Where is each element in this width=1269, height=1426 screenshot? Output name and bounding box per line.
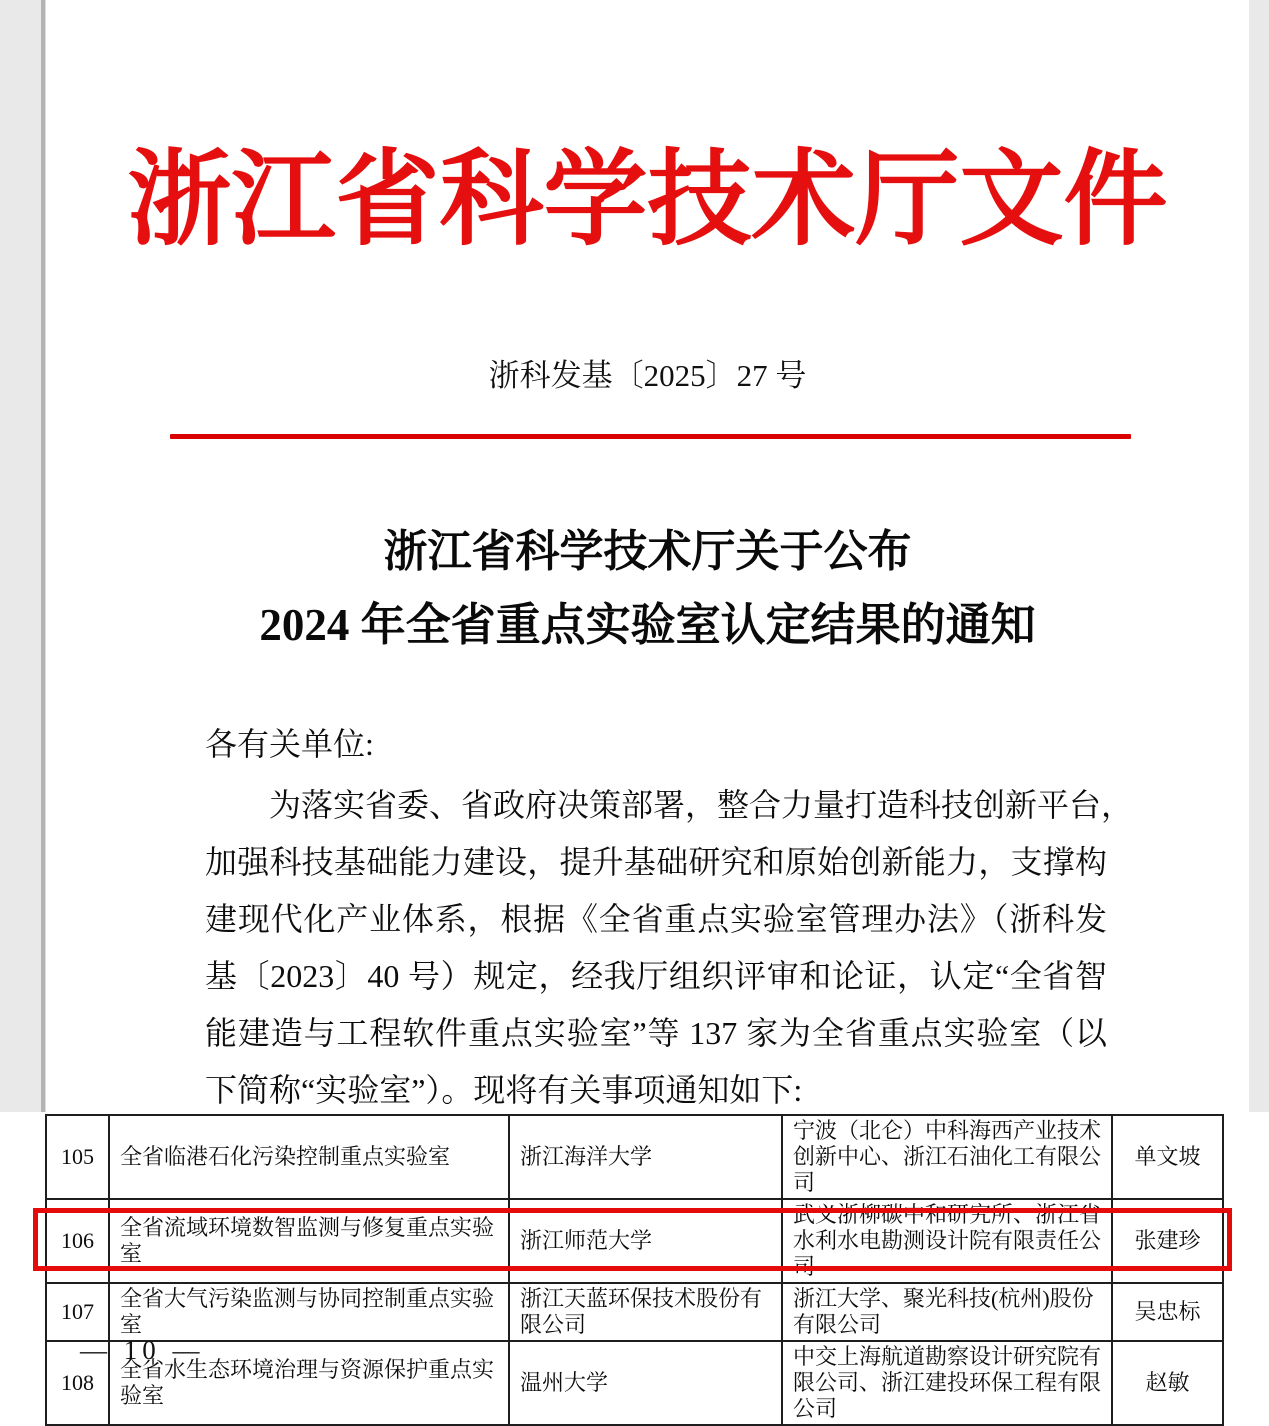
body-text-line: 能建造与工程软件重点实验室”等 137 家为全省重点实验室（以	[205, 1015, 1107, 1051]
table-row	[46, 1115, 1223, 1199]
cell-director: 张建珍	[1112, 1199, 1223, 1283]
cell-lab-name: 全省水生态环境治理与资源保护重点实验室	[109, 1341, 509, 1425]
letterhead-title: 浙江省科学技术厅文件	[127, 143, 1168, 258]
table-row	[46, 1341, 1223, 1425]
cell-director: 赵敏	[1112, 1341, 1223, 1425]
body-text-line: 加强科技基础能力建设，提升基础研究和原始创新能力，支撑构	[205, 844, 1107, 880]
letterhead-red-rule	[170, 434, 1131, 439]
table-row-highlighted	[46, 1283, 1223, 1341]
salutation: 各有关单位:	[205, 726, 374, 762]
cell-director: 单文坡	[1112, 1115, 1223, 1199]
cell-lab-name: 全省临港石化污染控制重点实验室	[109, 1115, 509, 1199]
notice-title-line1: 浙江省科学技术厅关于公布	[383, 527, 912, 576]
cell-institution: 温州大学	[509, 1341, 782, 1425]
cell-row-number: 105	[46, 1115, 109, 1199]
cell-row-number: 106	[46, 1199, 109, 1283]
body-text-line: 为落实省委、省政府决策部署，整合力量打造科技创新平台，	[269, 787, 1134, 823]
page-number: — 10 —	[80, 1335, 205, 1365]
cell-lab-name: 全省大气污染监测与协同控制重点实验室	[109, 1283, 509, 1341]
cell-institution: 浙江海洋大学	[509, 1115, 782, 1199]
body-text-line: 建现代化产业体系，根据《全省重点实验室管理办法》（浙科发	[205, 901, 1107, 937]
cell-row-number: 108	[46, 1341, 109, 1425]
cell-partners: 中交上海航道勘察设计研究院有限公司、浙江建投环保工程有限公司	[782, 1341, 1112, 1425]
cell-institution: 浙江天蓝环保技术股份有限公司	[509, 1283, 782, 1341]
cell-lab-name: 全省流域环境数智监测与修复重点实验室	[109, 1199, 509, 1283]
document-number: 浙科发基〔2025〕27 号	[488, 358, 807, 393]
cell-partners: 武义浙柳碳中和研究所、浙江省水利水电勘测设计院有限责任公司	[782, 1199, 1112, 1283]
notice-title-line2: 2024 年全省重点实验室认定结果的通知	[259, 600, 1036, 650]
cell-partners: 宁波（北仑）中科海西产业技术创新中心、浙江石油化工有限公司	[782, 1115, 1112, 1199]
cell-partners: 浙江大学、聚光科技(杭州)股份有限公司	[782, 1283, 1112, 1341]
body-text-line: 下简称“实验室”）。现将有关事项通知如下:	[205, 1072, 803, 1108]
cell-row-number: 107	[46, 1283, 109, 1341]
cell-institution: 浙江师范大学	[509, 1199, 782, 1283]
body-text-line: 基〔2023〕40 号）规定，经我厅组织评审和论证，认定“全省智	[205, 958, 1107, 994]
red-highlight-box-row-107	[33, 1208, 1232, 1271]
cell-director: 吴忠标	[1112, 1283, 1223, 1341]
